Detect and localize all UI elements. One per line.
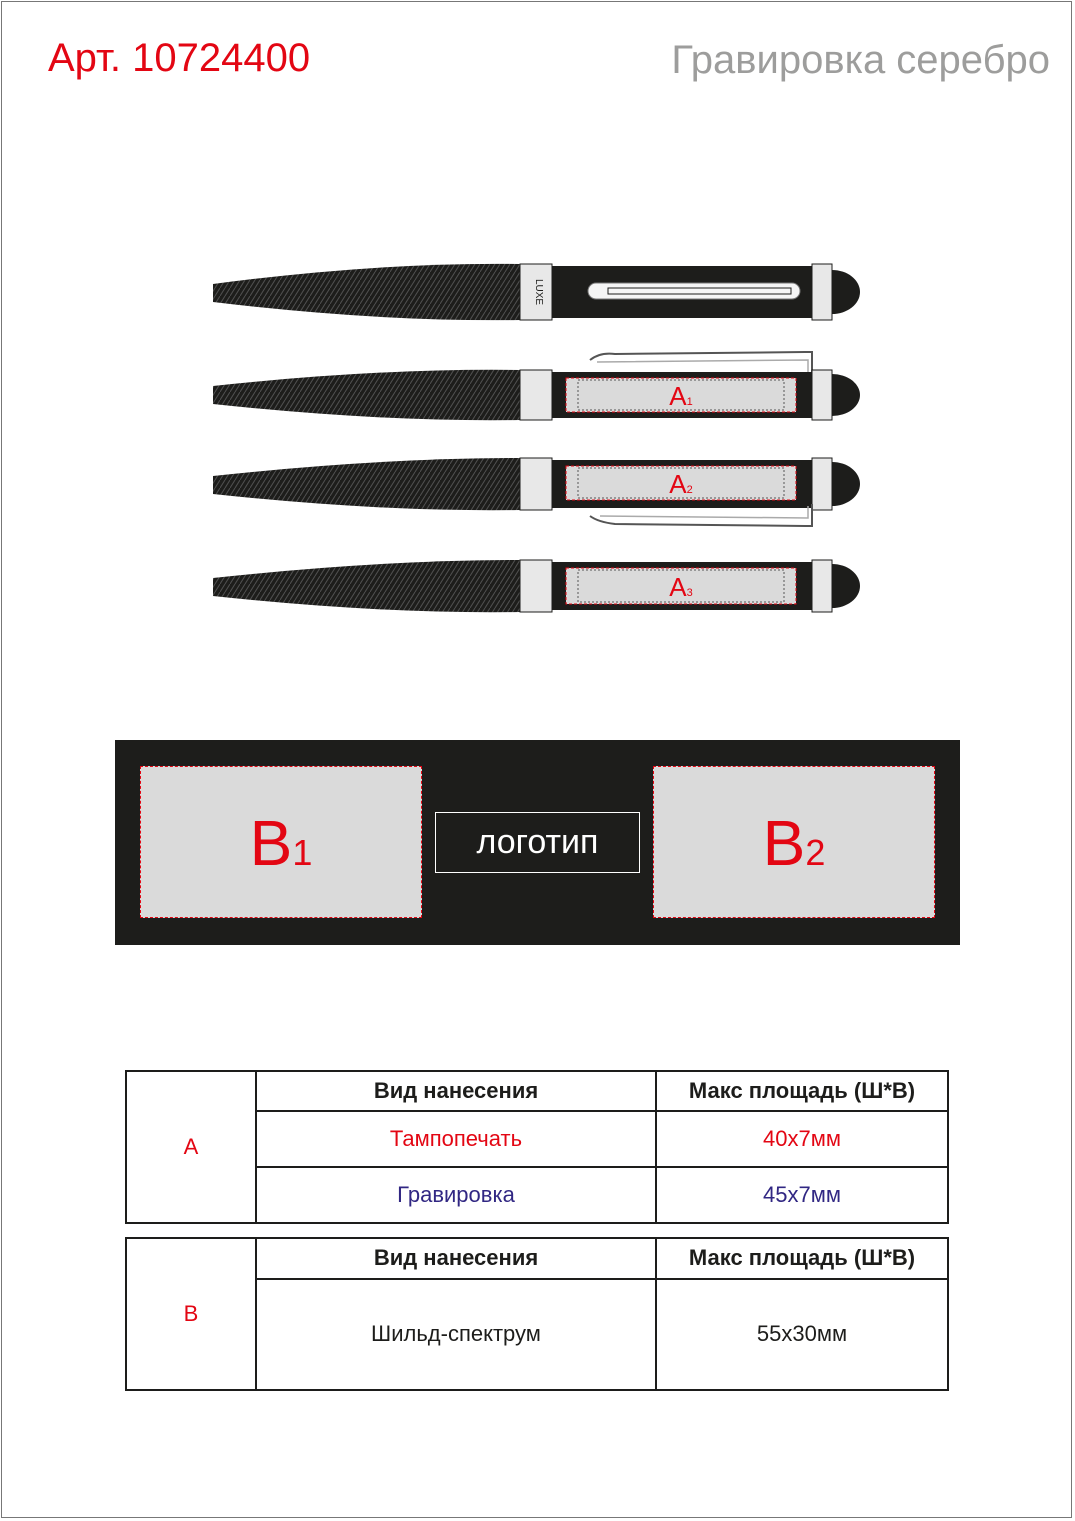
brand-label: LUXE bbox=[533, 278, 544, 306]
zone-a3-label: A3 bbox=[669, 572, 693, 602]
table-b-row1-size: 55x30мм bbox=[656, 1279, 948, 1390]
spec-table-a bbox=[125, 1070, 949, 1224]
pen-view-a3 bbox=[213, 560, 860, 612]
table-a-row2-method: Гравировка bbox=[256, 1167, 656, 1223]
table-b-row1-method: Шильд-спектрум bbox=[256, 1279, 656, 1390]
table-a-letter: A bbox=[126, 1071, 256, 1223]
table-b-col-area: Макс площадь (Ш*В) bbox=[656, 1238, 948, 1279]
zone-b1: B1 bbox=[140, 766, 422, 918]
table-a-row1-size: 40x7мм bbox=[656, 1111, 948, 1167]
table-a-col-method: Вид нанесения bbox=[256, 1071, 656, 1111]
pen-views bbox=[0, 230, 1075, 630]
spec-table-b bbox=[125, 1237, 949, 1391]
zone-b2: B2 bbox=[653, 766, 935, 918]
pen-view-a1 bbox=[213, 352, 860, 420]
table-a-row1-method: Тампопечать bbox=[256, 1111, 656, 1167]
logo-placeholder: логотип bbox=[435, 812, 640, 873]
zone-a1-label: A1 bbox=[669, 381, 693, 411]
pen-front-view bbox=[213, 264, 860, 320]
table-b-letter: B bbox=[126, 1238, 256, 1390]
pen-view-a2 bbox=[213, 458, 860, 526]
gift-box-top bbox=[115, 740, 960, 945]
table-a-row2-size: 45x7мм bbox=[656, 1167, 948, 1223]
article-number: Арт. 10724400 bbox=[48, 36, 311, 80]
zone-a2-label: A2 bbox=[669, 469, 693, 499]
print-method-title: Гравировка серебро bbox=[671, 38, 1050, 82]
table-a-col-area: Макс площадь (Ш*В) bbox=[656, 1071, 948, 1111]
table-b-col-method: Вид нанесения bbox=[256, 1238, 656, 1279]
